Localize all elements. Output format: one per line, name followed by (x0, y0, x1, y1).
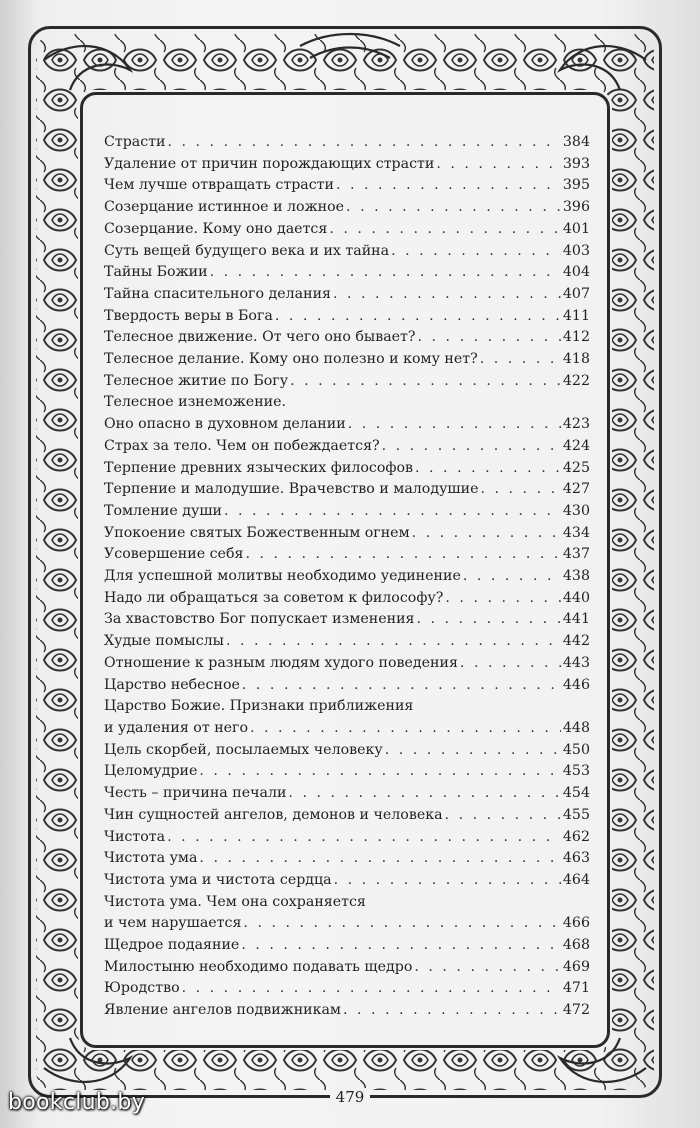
toc-entry-page: 412 (562, 329, 590, 346)
toc-entry (104, 827, 590, 849)
toc-entry-page: 411 (562, 307, 590, 324)
toc-entry-page: 466 (562, 915, 590, 932)
toc-entry-title: Тайна спасительного делания (104, 285, 331, 302)
dot-leader (463, 566, 561, 588)
toc-entry (104, 935, 590, 957)
dot-leader (199, 848, 560, 870)
toc-entry-title: Целомудрие (104, 763, 198, 780)
toc-entry-title: Страсти (104, 134, 166, 150)
toc-entry (104, 609, 590, 631)
toc-entry (104, 458, 590, 480)
dot-leader (445, 588, 561, 610)
toc-entry-page: 440 (562, 589, 590, 606)
toc-entry-page: 418 (562, 351, 590, 368)
toc-entry-title: Тайны Божии (104, 264, 208, 281)
toc-entry (104, 284, 590, 306)
dot-leader (436, 154, 561, 176)
toc-entry (104, 631, 590, 653)
dot-leader (329, 219, 561, 241)
toc-entry-title: Телесное движение. От чего оно бывает? (104, 329, 416, 346)
dot-leader (417, 609, 561, 631)
toc-entry-page: 424 (562, 437, 590, 454)
toc-entry-title: и чем нарушается (104, 915, 242, 932)
toc-entry (104, 241, 590, 263)
toc-entry (104, 436, 590, 458)
toc-entry-page: 427 (562, 481, 590, 498)
dot-leader (288, 783, 560, 805)
toc-entry-page: 448 (562, 719, 590, 736)
toc-entry-title: Чистота (104, 828, 166, 845)
toc-entry-title: Для успешной молитвы необходимо уединение (104, 568, 461, 585)
toc-entry-page: 425 (562, 459, 590, 476)
toc-entry (104, 501, 590, 523)
toc-entry-title: Суть вещей будущего века и их тайна (104, 242, 390, 259)
toc-entry (104, 154, 590, 176)
toc-entry-title: Милостыню необходимо подавать щедро (104, 958, 413, 975)
dot-leader (224, 501, 561, 523)
toc-entry (104, 262, 590, 284)
toc-entry (104, 740, 590, 762)
toc-entry-page: 434 (562, 524, 590, 541)
toc-entry-page: 430 (562, 502, 590, 519)
toc-entry-page: 403 (562, 242, 590, 259)
toc-entry-title: Терпение древних языческих философов (104, 459, 414, 476)
dot-leader (348, 414, 561, 436)
dot-leader (167, 827, 561, 849)
toc-entry (104, 675, 590, 697)
toc-entry-page: 454 (562, 785, 590, 802)
toc-entry-title: Созерцание истинное и ложное (104, 199, 345, 216)
toc-entry-title: Телесное житие по Богу (104, 372, 289, 389)
dot-leader (391, 241, 561, 263)
toc-entry-title: Созерцание. Кому оно дается (104, 220, 328, 237)
toc-entry-page: 469 (562, 958, 590, 975)
toc-entry-title: Юродство (104, 980, 180, 997)
dot-leader (210, 262, 561, 284)
toc-entry-title: Честь – причина печали (104, 785, 287, 802)
watermark: bookclub.by (8, 1090, 146, 1115)
toc-entry-page: 442 (562, 633, 590, 650)
toc-entry-title: Чистота ума (104, 850, 198, 867)
toc-entry-page: 463 (562, 850, 590, 867)
toc-entry-title: Страх за тело. Чем он побеждается? (104, 437, 380, 454)
dot-leader (242, 675, 561, 697)
toc-entry-title: Упокоение святых Божественным огнем (104, 524, 410, 541)
toc-entry-page: 443 (562, 654, 590, 671)
toc-entry (104, 327, 590, 349)
toc-entry (104, 1000, 590, 1022)
toc-entry-page: 395 (562, 177, 590, 194)
toc-entry-title: Худые помыслы (104, 633, 224, 650)
table-of-contents (104, 132, 590, 1022)
toc-entry-title: Усовершение себя (104, 546, 244, 563)
dot-leader (290, 371, 561, 393)
toc-entry-title-line: Царство Божие. Признаки приближения (104, 698, 414, 715)
toc-entry-title: Томление души (104, 502, 222, 519)
toc-entry (104, 392, 590, 435)
toc-entry-page: 472 (562, 1002, 590, 1019)
toc-entry-title-line: Телесное изнеможение. (104, 394, 287, 411)
toc-entry-title: Явление ангелов подвижникам (104, 1002, 341, 1019)
toc-entry (104, 523, 590, 545)
toc-entry (104, 132, 590, 154)
dot-leader (168, 132, 561, 154)
toc-entry-title: Надо ли обращаться за советом к философу? (104, 589, 444, 606)
toc-entry-page: 404 (562, 264, 590, 281)
toc-entry (104, 783, 590, 805)
toc-entry (104, 197, 590, 219)
toc-entry (104, 870, 590, 892)
toc-entry (104, 696, 590, 739)
dot-leader (334, 870, 561, 892)
toc-entry-title: Терпение и малодушие. Врачевство и малодушие (104, 481, 479, 498)
toc-entry-title: и удаления от него (104, 719, 249, 736)
toc-entry-title-line: Чистота ума. Чем она сохраняется (104, 893, 366, 910)
toc-entry-page: 453 (562, 763, 590, 780)
toc-entry (104, 349, 590, 371)
toc-entry (104, 653, 590, 675)
dot-leader (460, 653, 561, 675)
dot-leader (382, 436, 561, 458)
dot-leader (250, 718, 561, 740)
toc-entry (104, 588, 590, 610)
toc-entry-title: Щедрое подаяние (104, 937, 240, 954)
toc-entry-page: 384 (562, 134, 590, 150)
toc-entry (104, 566, 590, 588)
toc-entry (104, 544, 590, 566)
toc-entry-page: 446 (562, 676, 590, 693)
toc-entry (104, 219, 590, 241)
toc-entry-title: Твердость веры в Бога (104, 307, 273, 324)
toc-entry-title: За хвастовство Бог попускает изменения (104, 611, 415, 628)
dot-leader (414, 957, 561, 979)
dot-leader (480, 479, 560, 501)
dot-leader (243, 913, 560, 935)
toc-entry-page: 441 (562, 611, 590, 628)
toc-entry-title: Чистота ума и чистота сердца (104, 871, 332, 888)
toc-entry-page: 464 (562, 871, 590, 888)
toc-entry-title: Телесное делание. Кому оно полезно и кому нет? (104, 351, 478, 368)
dot-leader (445, 805, 561, 827)
dot-leader (415, 458, 561, 480)
toc-entry (104, 175, 590, 197)
toc-entry-page: 471 (562, 980, 590, 997)
dot-leader (275, 306, 561, 328)
toc-entry-page: 407 (562, 285, 590, 302)
toc-entry (104, 957, 590, 979)
toc-entry (104, 371, 590, 393)
toc-entry-title: Цель скорбей, посылаемых человеку (104, 741, 383, 758)
toc-entry-title: Удаление от причин порождающих страсти (104, 155, 435, 172)
toc-entry-title: Оно опасно в духовном делании (104, 416, 346, 433)
toc-entry (104, 306, 590, 328)
dot-leader (245, 544, 560, 566)
dot-leader (333, 284, 561, 306)
toc-entry (104, 805, 590, 827)
dot-leader (412, 523, 561, 545)
toc-entry-page: 393 (562, 155, 590, 172)
toc-entry (104, 892, 590, 935)
toc-entry-title: Чин сущностей ангелов, демонов и человека (104, 806, 443, 823)
dot-leader (199, 761, 561, 783)
toc-entry-page: 396 (562, 199, 590, 216)
dot-leader (385, 740, 561, 762)
toc-entry-page: 437 (562, 546, 590, 563)
toc-entry-title: Чем лучше отвращать страсти (104, 177, 334, 194)
dot-leader (336, 175, 561, 197)
toc-entry (104, 848, 590, 870)
toc-entry-page: 455 (562, 806, 590, 823)
toc-entry-page: 438 (562, 568, 590, 585)
toc-entry-title: Царство небесное (104, 676, 240, 693)
toc-entry (104, 761, 590, 783)
dot-leader (346, 197, 561, 219)
toc-entry-page: 462 (562, 828, 590, 845)
toc-entry-page: 468 (562, 937, 590, 954)
dot-leader (480, 349, 561, 371)
toc-entry-page: 422 (562, 372, 590, 389)
dot-leader (182, 978, 561, 1000)
toc-entry (104, 978, 590, 1000)
toc-entry (104, 479, 590, 501)
page-number: 479 (330, 1088, 370, 1106)
toc-entry-page: 423 (562, 416, 590, 433)
toc-entry-page: 450 (562, 741, 590, 758)
dot-leader (343, 1000, 561, 1022)
dot-leader (418, 327, 561, 349)
toc-entry-title: Отношение к разным людям худого поведения (104, 654, 458, 671)
dot-leader (241, 935, 561, 957)
toc-entry-page: 401 (562, 220, 590, 237)
dot-leader (226, 631, 561, 653)
